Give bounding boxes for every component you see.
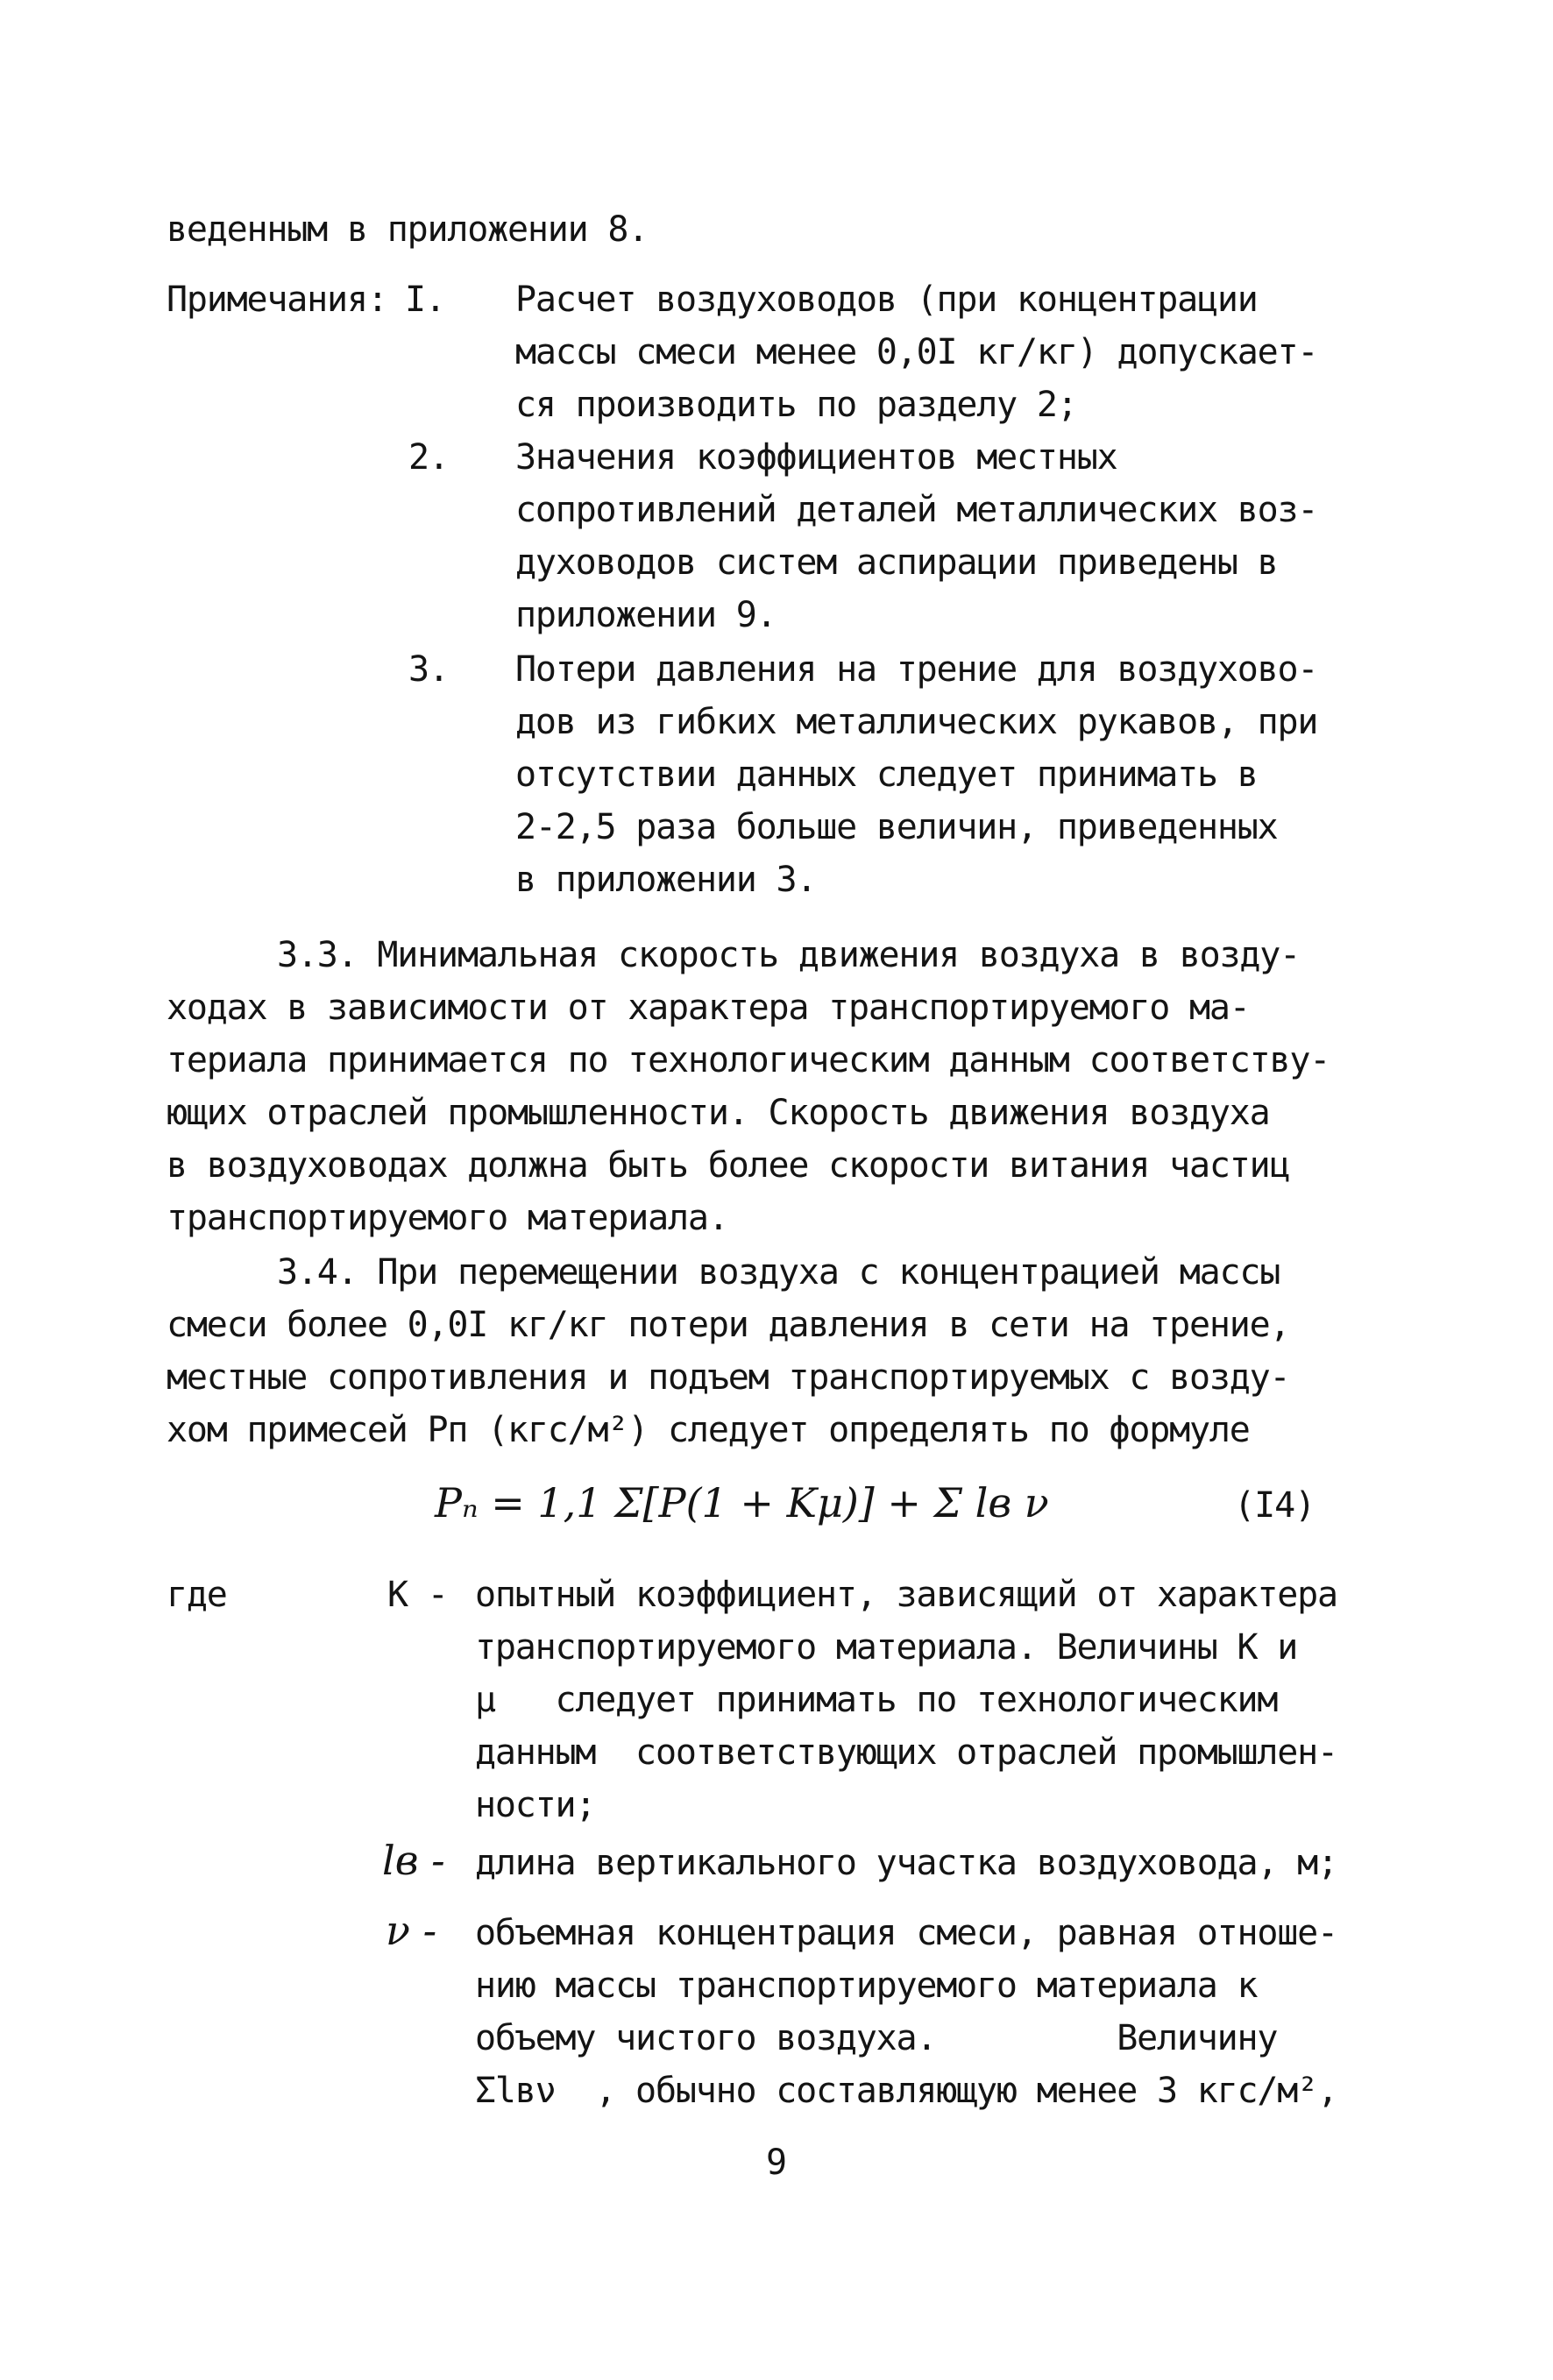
definition-nu-line: объему чистого воздуха. Величину (475, 2018, 1278, 2058)
note-2-line: духоводов систем аспирации приведены в (515, 542, 1278, 583)
note-3-number: 3. (408, 649, 449, 690)
definition-symbol-nu: ν - (386, 1907, 437, 1954)
where-label: где (167, 1575, 227, 1615)
section-3-3-line: в воздуховодах должна быть более скорости витания частиц (167, 1145, 1290, 1186)
note-3-line: отсутствии данных следует принимать в (515, 754, 1258, 795)
note-1-line: массы смеси менее 0,0I кг/кг) допускает- (515, 332, 1318, 372)
note-2-line: сопротивлений деталей металлических воз- (515, 490, 1318, 530)
note-3-line: в приложении 3. (515, 860, 817, 900)
section-3-4-line: местные сопротивления и подъем транспортируемых с возду- (167, 1357, 1290, 1398)
definition-k-line: опытный коэффициент, зависящий от характера (475, 1575, 1337, 1615)
definition-k-line: данным соответствующих отраслей промышлен- (475, 1732, 1337, 1773)
notes-label: Примечания: (167, 280, 387, 320)
note-1-line: ся производить по разделу 2; (515, 385, 1077, 425)
section-3-4-line: смеси более 0,0I кг/кг потери давления в сети на трение, (167, 1305, 1290, 1345)
definition-symbol-k: К - (387, 1575, 448, 1615)
top-line: веденным в приложении 8. (167, 209, 649, 250)
definition-nu-line: объемная концентрация смеси, равная отноше- (475, 1913, 1337, 1953)
section-3-3-line: ющих отраслей промышленности. Скорость движения воздуха (167, 1093, 1270, 1133)
note-3-line: дов из гибких металлических рукавов, при (515, 702, 1318, 742)
definition-nu-line: нию массы транспортируемого материала к (475, 1966, 1258, 2006)
definition-k-line: μ следует принимать по технологическим (475, 1680, 1278, 1720)
formula-14: Pₙ = 1,1 Σ[P(1 + Kμ)] + Σ lв ν (435, 1479, 1049, 1526)
definition-nu-line: Σlвν , обычно составляющую менее 3 кгс/м², (475, 2071, 1337, 2111)
definition-symbol-lv: lв - (382, 1837, 445, 1884)
note-2-line: Значения коэффициентов местных (515, 437, 1117, 478)
note-3-line: 2-2,5 раза больше величин, приведенных (515, 807, 1278, 847)
section-3-3-line: териала принимается по технологическим данным соответству- (167, 1040, 1330, 1080)
definition-k-line: ности; (475, 1785, 596, 1825)
section-3-3-line: ходах в зависимости от характера транспортируемого ма- (167, 988, 1250, 1028)
note-3-line: Потери давления на трение для воздухово- (515, 649, 1318, 690)
note-1-line: Расчет воздуховодов (при концентрации (515, 280, 1258, 320)
note-2-number: 2. (408, 437, 449, 478)
definition-k-line: транспортируемого материала. Величины К и (475, 1627, 1298, 1668)
section-3-4-line: 3.4. При перемещении воздуха с концентрацией массы (277, 1252, 1280, 1293)
section-3-3-line: 3.3. Минимальная скорость движения воздуха в возду- (277, 935, 1300, 975)
section-3-4-line: хом примесей Рп (кгс/м²) следует определять по формуле (167, 1410, 1250, 1450)
definition-lv-line: длина вертикального участка воздуховода, м; (475, 1843, 1337, 1883)
formula-number: (I4) (1234, 1485, 1315, 1526)
note-1-number: I. (405, 280, 445, 320)
page-number: 9 (766, 2143, 788, 2183)
section-3-3-line: транспортируемого материала. (167, 1198, 728, 1238)
note-2-line: приложении 9. (515, 595, 776, 635)
